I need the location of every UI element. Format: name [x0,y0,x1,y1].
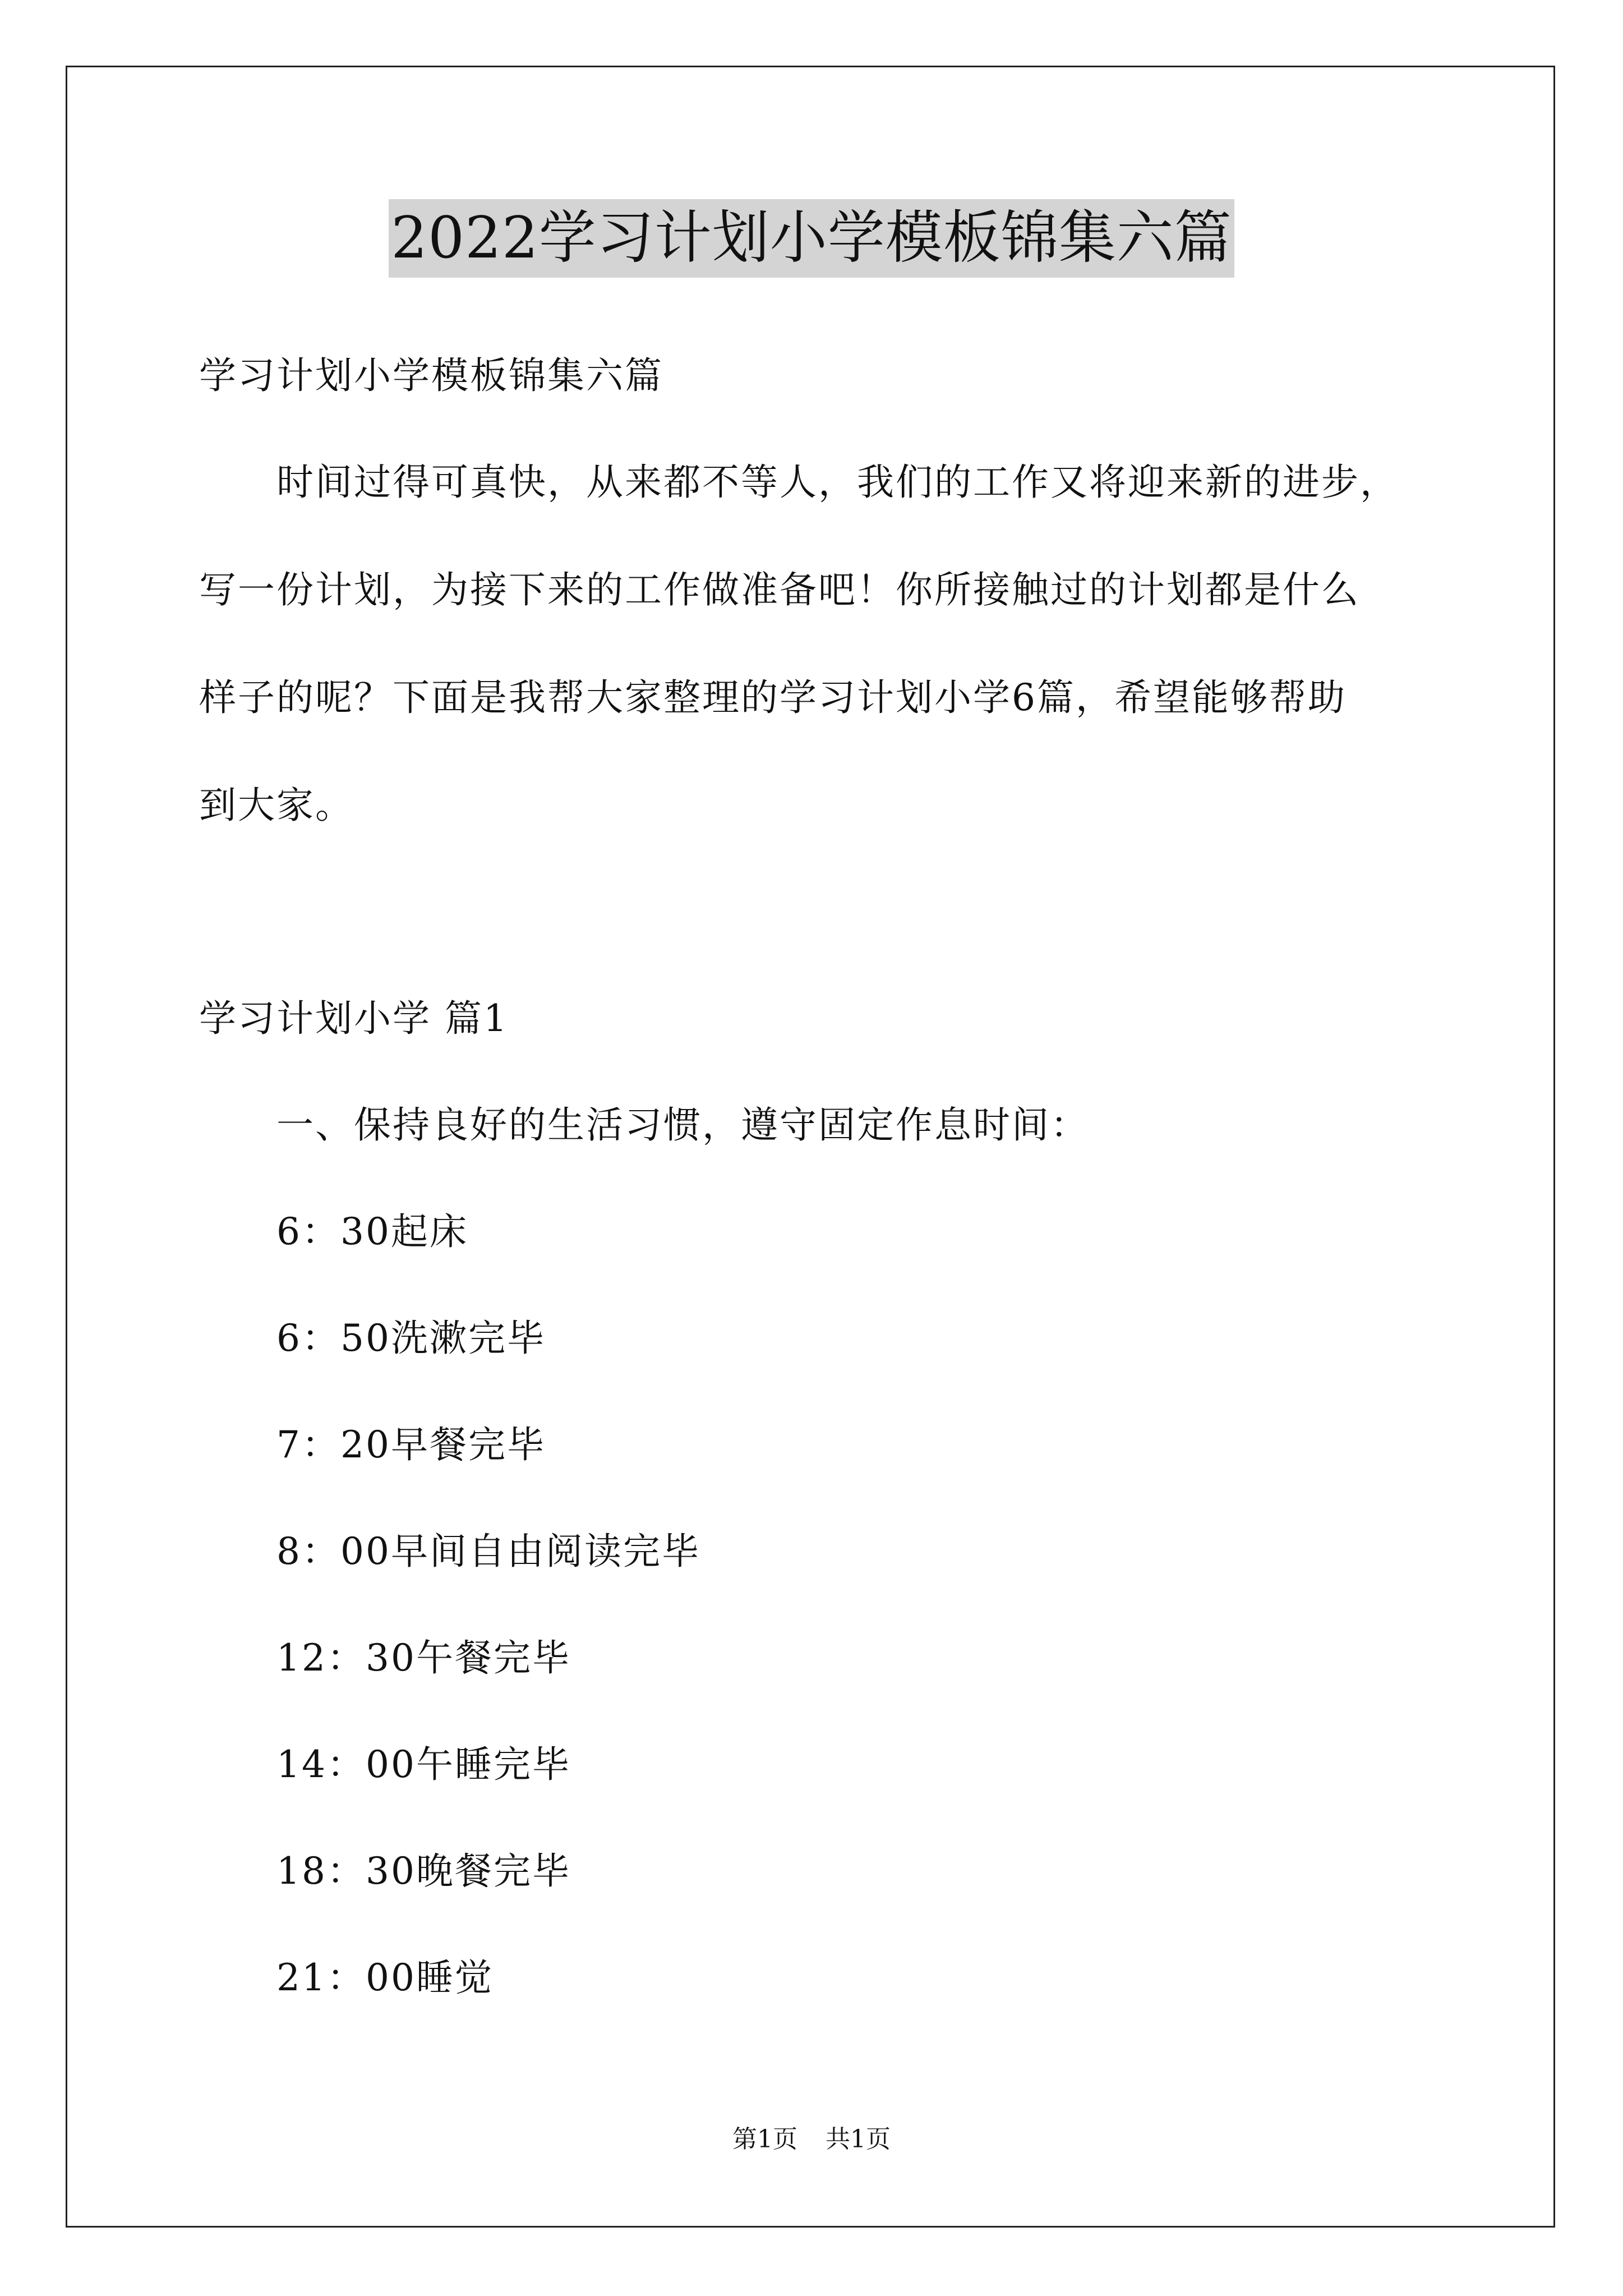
schedule-item: 21：00睡觉 [276,1956,494,1999]
intro-line-4: 到大家。 [199,784,354,827]
page-total: 共1页 [826,2125,891,2154]
schedule-item: 6：30起床 [276,1210,468,1253]
schedule-item: 14：00午睡完毕 [276,1743,571,1786]
intro-line-1: 时间过得可真快，从来都不等人，我们的工作又将迎来新的进步， [276,461,1399,504]
section-heading: 学习计划小学 篇1 [199,997,509,1040]
schedule-item: 7：20早餐完毕 [276,1423,546,1466]
schedule-item: 12：30午餐完毕 [276,1636,571,1680]
document-subtitle: 学习计划小学模板锦集六篇 [199,354,663,397]
intro-line-2: 写一份计划，为接下来的工作做准备吧！你所接触过的计划都是什么 [199,568,1360,611]
point-one: 一、保持良好的生活习惯，遵守固定作息时间： [276,1103,1089,1147]
page-footer [0,2123,1623,2156]
intro-line-3: 样子的呢？下面是我帮大家整理的学习计划小学6篇，希望能够帮助 [199,676,1347,719]
schedule-item: 8：00早间自由阅读完毕 [276,1530,700,1573]
document-title: 2022学习计划小学模板锦集六篇 [389,199,1234,278]
page-number: 第1页 [732,2125,797,2154]
schedule-item: 6：50洗漱完毕 [276,1317,546,1360]
title-container [0,199,1623,278]
schedule-item: 18：30晚餐完毕 [276,1849,571,1893]
